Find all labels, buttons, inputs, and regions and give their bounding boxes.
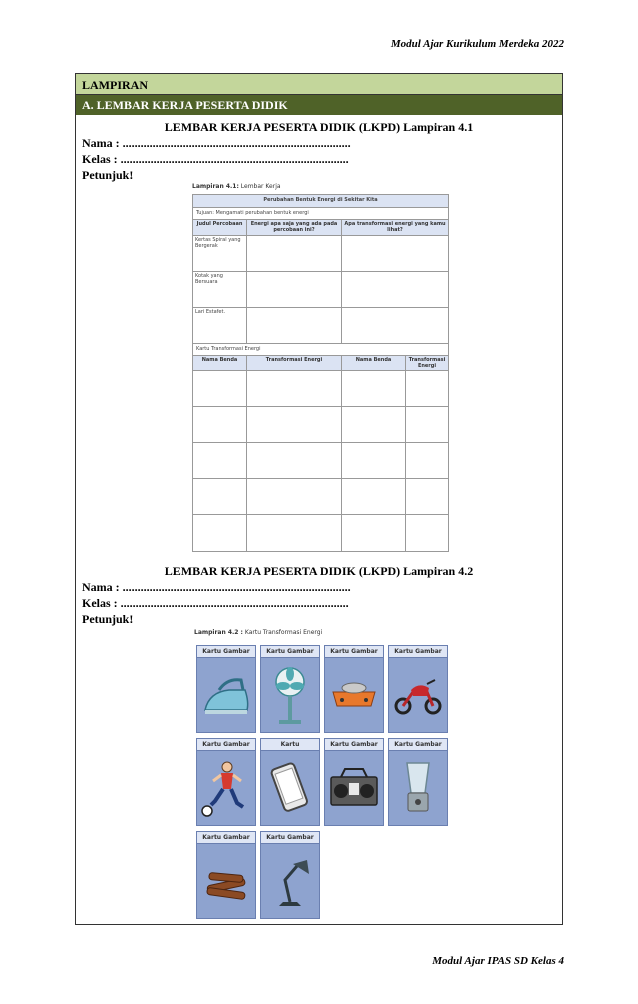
card xyxy=(196,738,256,826)
kartu-label: Kartu Transformasi Energi xyxy=(196,346,261,352)
gas-stove-icon xyxy=(325,658,383,732)
card-label: Kartu Gambar xyxy=(197,832,255,844)
fan-icon xyxy=(261,658,319,732)
card xyxy=(324,645,384,733)
cards-image xyxy=(194,629,444,841)
lkpd1-petunjuk: Petunjuk! xyxy=(82,168,134,182)
kartu-header: Nama Benda xyxy=(342,356,406,370)
worksheet-table xyxy=(192,194,449,552)
kartu-header: Nama Benda xyxy=(193,356,247,370)
card xyxy=(260,738,320,826)
card-label: Kartu Gambar xyxy=(325,646,383,658)
worksheet-caption: Lampiran 4.1: Lembar Kerja xyxy=(192,183,281,190)
section-bar: LAMPIRAN xyxy=(76,74,562,95)
kartu-header: Transformasi Energi xyxy=(247,356,342,370)
worksheet-image xyxy=(192,183,450,552)
worksheet-tujuan: Tujuan: Mengamati perubahan bentuk energi xyxy=(196,210,309,216)
content-frame xyxy=(75,73,563,925)
card xyxy=(324,738,384,826)
worksheet-header: Apa transformasi energi yang kamu lihat? xyxy=(342,220,448,235)
lkpd2-title: LEMBAR KERJA PESERTA DIDIK (LKPD) Lampiran 4.2 xyxy=(164,564,474,578)
card xyxy=(196,645,256,733)
card xyxy=(260,645,320,733)
card-label: Kartu Gambar xyxy=(389,646,447,658)
firewood-icon xyxy=(197,844,255,918)
lkpd1-nama: Nama : ............................................................................ xyxy=(82,136,351,150)
card-label: Kartu Gambar xyxy=(197,739,255,751)
card-label: Kartu Gambar xyxy=(261,832,319,844)
card-label: Kartu xyxy=(261,739,319,751)
card-label: Kartu Gambar xyxy=(197,646,255,658)
radio-icon xyxy=(325,751,383,825)
card xyxy=(388,738,448,826)
smartphone-icon xyxy=(261,751,319,825)
card-label: Kartu Gambar xyxy=(325,739,383,751)
card-label: Kartu Gambar xyxy=(389,739,447,751)
card xyxy=(196,831,256,919)
worksheet-header: Energi apa saja yang ada pada percobaan ini? xyxy=(247,220,342,235)
page-header: Modul Ajar Kurikulum Merdeka 2022 xyxy=(390,38,564,50)
kartu-header: Transformasi Energi xyxy=(406,356,448,370)
desk-lamp-icon xyxy=(261,844,319,918)
lkpd2-nama: Nama : ............................................................................ xyxy=(82,580,351,594)
blender-icon xyxy=(389,751,447,825)
lkpd2-petunjuk: Petunjuk! xyxy=(82,612,134,626)
worksheet-row-label: Kertas Spiral yang Bergerak xyxy=(193,236,247,271)
subsection-bar: A. LEMBAR KERJA PESERTA DIDIK xyxy=(76,95,562,115)
page-footer: Modul Ajar IPAS SD Kelas 4 xyxy=(432,955,564,967)
worksheet-row-label: Lari Estafet. xyxy=(193,308,247,343)
card xyxy=(388,645,448,733)
lkpd1-kelas: Kelas : ............................................................................ xyxy=(82,152,349,166)
boy-kicking-ball-icon xyxy=(197,751,255,825)
card xyxy=(260,831,320,919)
card-label: Kartu Gambar xyxy=(261,646,319,658)
cards-caption: Lampiran 4.2 : Kartu Transformasi Energi xyxy=(194,629,323,636)
lkpd1-title: LEMBAR KERJA PESERTA DIDIK (LKPD) Lampiran 4.1 xyxy=(164,120,474,134)
motorcycle-icon xyxy=(389,658,447,732)
worksheet-row-label: Kotak yang Bersuara xyxy=(193,272,247,307)
worksheet-header: Judul Percobaan xyxy=(193,220,247,235)
worksheet-table-title: Perubahan Bentuk Energi di Sekitar Kita xyxy=(193,195,448,207)
lkpd2-kelas: Kelas : ............................................................................ xyxy=(82,596,349,610)
iron-icon xyxy=(197,658,255,732)
